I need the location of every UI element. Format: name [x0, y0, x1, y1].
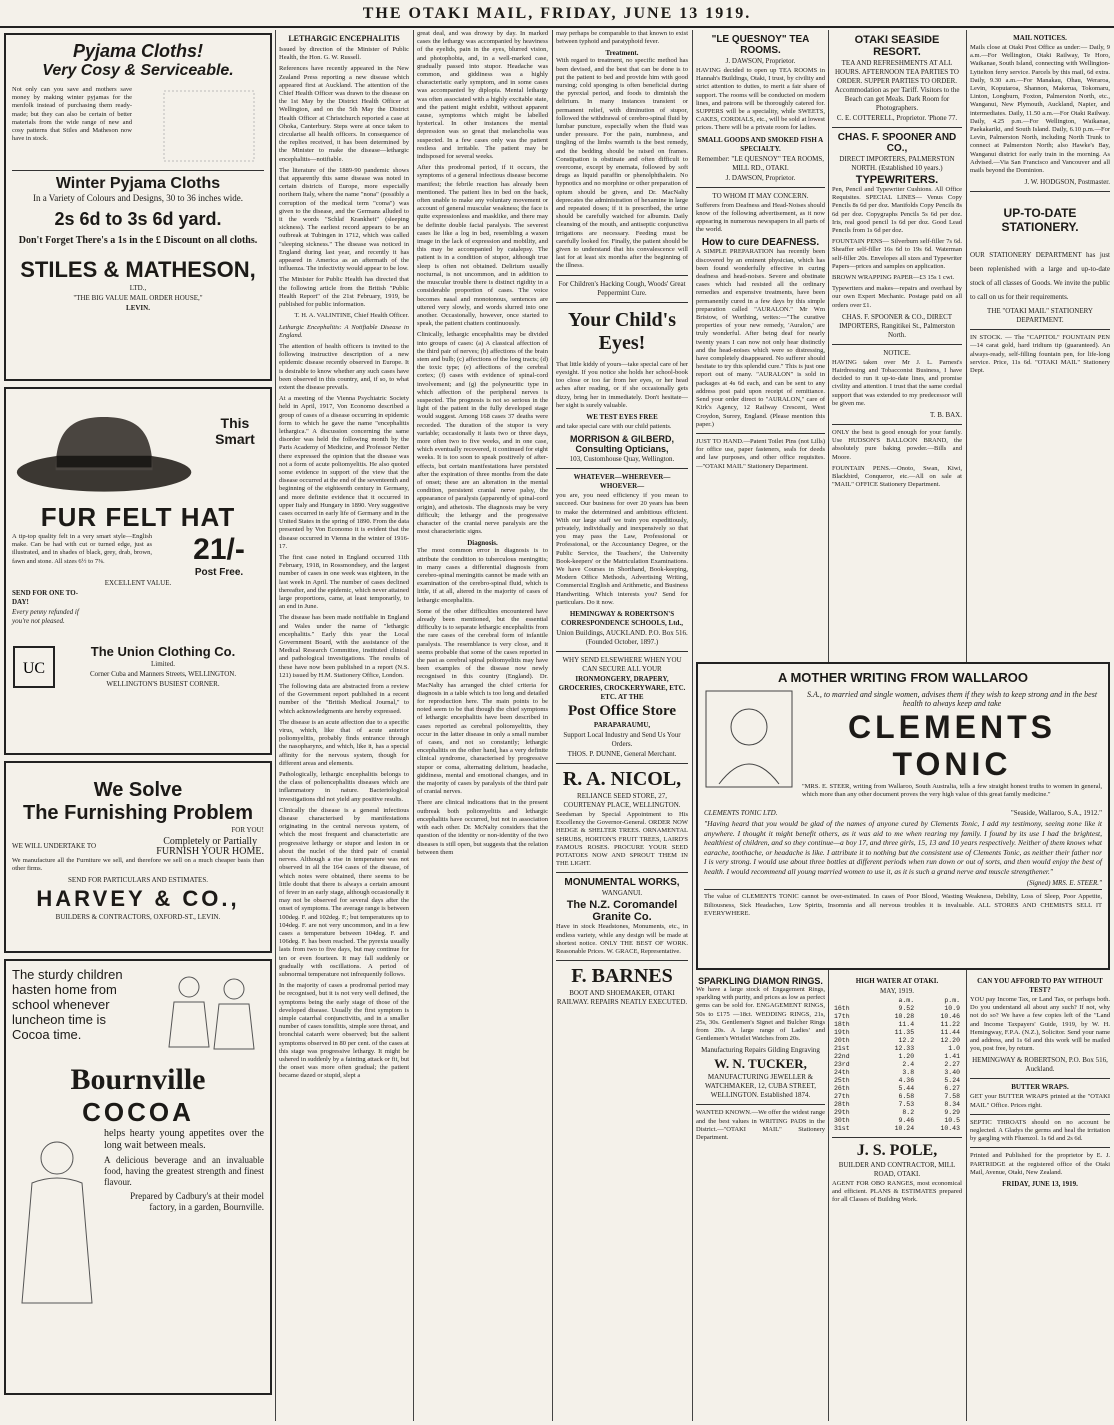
pole-name: J. S. POLE, — [856, 1142, 938, 1159]
article-paragraph: may perhaps be comparable to that known to exist between typhoid and paratyphoid fever. — [556, 30, 688, 46]
quesnoy-signature: J. DAWSON, Proprietor. — [725, 173, 796, 182]
clements-letter: "Having heard that you would be glad of the names of anyone cured by Clements Tonic, I add my testimony, seeing none like it anywhere. I thought it might benefit others, as it was aid to me when rearing my family. I found by its use I had the brightest, healthiest of children, and so they continue—a boy 17, and three girls, 15, 13 and 10 years respectively. Neither of them knows what earache, toothache, or headache is like. I attribute it to nothing but the consistent use of Clements Tonic, as neither their father nor I is very strong. I would use about three bottles at different periods when run down or out of sorts, and then would enjoy the best of health. I would recommend all young married women to use it, as it is such a grand nerve and muscle strengthener." — [704, 819, 1102, 876]
union-text — [62, 644, 264, 690]
tide-row — [832, 1013, 962, 1021]
article-paragraph: The following data are abstracted from a review of the Government report published in a recent number of the "British Medical Journal," to which acknowledgments are hereby expressed. — [279, 683, 409, 715]
septic-notice: SEPTIC THROATS should on no account be neglected. A Gladys the germs and heal the irritation by gargling with Fluenzol. 1s 6d and 2s 6d. — [970, 1118, 1110, 1143]
tide-row — [832, 1117, 962, 1125]
tide-am: 9.52 — [898, 1005, 915, 1012]
bourn-intro: The sturdy children hasten home from school whenever luncheon time is Cocoa time. — [12, 967, 123, 1042]
solve-undertake-block — [156, 836, 264, 857]
diamond-rings-block — [696, 976, 825, 1421]
barnes-sub: BOOT AND SHOEMAKER, OTAKI RAILWAY. REPAIRS NEATLY EXECUTED. — [556, 989, 688, 1007]
bourn-delicious: A delicious beverage and an invaluable food, having the greatest strength and finest flavour. — [104, 1155, 264, 1187]
solve-furnish: FURNISH YOUR HOME. — [156, 846, 264, 857]
article-paragraph: References have recently appeared in the New Zealand Press reporting a new disease which appeared first at Auckland. The attention of the Chief Health Officer was drawn to the disease on the 1st May by the District Health Officer at Wellington, and on the 5th May the District Health Officer at Christchurch reported a case at Ohoka, Canterbury. Steps were at once taken to circularise all health officers. In consequence of the replies received, it has been determined by the Minister to make the disease—lethargic encephalitis—notifiable. — [279, 65, 409, 163]
clements-place: "Seaside, Wallaroo, S.A., 1912." — [1010, 809, 1102, 818]
tide-pm-header: p.m. — [944, 997, 960, 1004]
imprint-date: FRIDAY, JUNE 13, 1919. — [1002, 1180, 1078, 1189]
column-article-2 — [417, 30, 548, 1421]
clements-brand: CLEMENTS TONIC — [848, 709, 1056, 782]
mrs-steer-portrait-icon — [704, 689, 794, 789]
article-signature: T. H. A. VALINTINE, Chief Health Officer. — [294, 312, 409, 320]
diamond-body: We have a large stock of Engagement Rings, sparkling with purity, and prices as low as perfect gems can be sold for. ENGAGEMENT RINGS, 50s to £175 —18ct. WEDDING RINGS, 21s, 25s, 30s. Gentlemen's Signet and Bulcher Rings from 20s. A large range of Ladies' and Gentlemen's Wristlet Watches from 20s. — [696, 986, 825, 1043]
quesnoy-title: "LE QUESNOY" TEA ROOMS. — [711, 34, 810, 56]
tide-date: 24th — [834, 1069, 850, 1076]
pyjama-title: Pyjama Cloths! — [72, 41, 204, 61]
hat-price-block — [174, 533, 264, 578]
bourn-cocoa: COCOA — [82, 1097, 194, 1127]
column-rule — [692, 30, 693, 1421]
divider — [556, 275, 688, 276]
union-logo-icon — [12, 645, 56, 689]
divider — [556, 960, 688, 961]
hat-this: This — [220, 415, 250, 431]
hat-price: 21/- — [193, 533, 245, 566]
tucker-sub: MANUFACTURING JEWELLER & WATCHMAKER, 12, CUBA STREET, WELLINGTON. Established 1874. — [704, 1073, 817, 1100]
tide-row — [832, 1029, 962, 1037]
svg-text:UC: UC — [22, 660, 46, 677]
tide-pm: 11.22 — [940, 1021, 960, 1028]
nicol-sub: RELIANCE SEED STORE, 27, COURTENAY PLACE, WELLINGTON. — [563, 791, 681, 809]
column-mixed-3 — [832, 30, 962, 657]
barnes-name: F. BARNES — [571, 965, 673, 988]
spooner-sub: DIRECT IMPORTERS, PALMERSTON NORTH. (Established 10 years.) — [839, 155, 955, 172]
tide-row — [832, 1005, 962, 1013]
deafness-body: A SIMPLE PREPARATION has recently been discovered by an eminent physician, which has been found wonderfully effective in curing deafness and head-noises. Severe and obstinate cases which had resisted all the ordinary remedies and expensive treatments, have been permanently cured in a few days by this simple preparation called "AURALON." Mr Wm Bristow, of Worthing, writes:—"The curative properties of your new remedy, 'Auralon,' are truly wonderful. After being deaf for nearly twenty years I can now not only hear distinctly and the head-noises which were so distressing, have completely disappeared. No sufferer should hesitate to try this splendid cure." This is just one report out of many. "AURALON" is sold in packages at 4s 6d each, and can be sent to any address post paid upon receipt of remittance. Send your order direct to "AURALON," care of Kirk's Agency, 12 Railway Crescent, West Croydon, Surrey, England. (Please mention this paper.) — [696, 248, 825, 428]
tide-row — [832, 1037, 962, 1045]
solve-send: SEND FOR PARTICULARS AND ESTIMATES. — [68, 876, 208, 885]
bournville-cocoa-ad — [4, 959, 272, 1395]
stiles-ltd: LTD., — [129, 284, 147, 292]
divider — [970, 1147, 1110, 1148]
article-paragraph: The disease has been made notifiable in England and Wales under the name of "lethargic encephalitis." Early this year the Local Government Board, with the assistance of the Medical Research Committee, instituted clinical and pathological investigations. The results of these have now been published in a report (N.S. 121) issued by H.M. Stationery Office, London. — [279, 614, 409, 679]
tide-date: 23rd — [834, 1061, 850, 1068]
column-mixed-2 — [696, 30, 825, 657]
bourn-body: helps hearty young appetites over the long wait between meals. — [104, 1128, 264, 1151]
woman-illustration-icon — [12, 1128, 102, 1308]
tide-am: 3.8 — [902, 1069, 915, 1076]
article-paragraph: Clinically, lethargic encephalitis may be divided into groups of cases: (a) A classical affection of the third pair of nerves; (b) affections of the brain stem and bulb; (c) affections of the long tracts; (d) the toxic type; (e) affections of the cerebral cortex; (f) cases with evidence of spinal-cord involvement; and (g) the polyneuritic type in which affection of the peripheral nerves is suspected. The prognosis is not so serious in the light of the patient in the fully developed stage would suggest. Among 168 cases 37 deaths were recorded. The duration of the stupor is very variable; occasionally it lasts two or three days, more often two to five weeks, and in one case, which eventually recovered, it continued for eight weeks. It is too soon to speak positively of after-effects, but certain manifestations have persisted after the expiration of three months from the date of onset; these are an alteration in the mental condition, persistent cranial nerve palsy, the appearance of paralysis (apparently of spinal-cord origin), and athetosis. The diagnosis may be very difficult; the lethargy and the progressive character of the cranial nerve paralysis are the most characteristic signs. — [417, 331, 548, 536]
butter-body: GET your BUTTER WRAPS printed at the "OTAKI MAIL" Office. Prices right. — [970, 1093, 1110, 1109]
article-paragraph: The first case noted in England occurred 11th February, 1918, in Rossmondsey, and the largest number of cases in one week was eighteen, in the last week in April. The number of cases declined thereafter, and the epidemic, which never attained large proportions, came, at least temporarily, to an end in June. — [279, 553, 409, 611]
article-paragraph: The most common error in diagnosis is to attribute the condition to tuberculous meningitis; in many cases a differential diagnosis from cerebro-spinal meningitis cannot be made with an examination of the cerebro-spinal fluid, which is little, if at all, altered in the majority of cases of lethargic encephalitis. — [417, 547, 548, 604]
pyjama-price: 2s 6d to 3s 6d yard. — [54, 209, 222, 229]
concern-title: TO WHOM IT MAY CONCERN. — [712, 191, 809, 200]
divider — [832, 1137, 962, 1138]
article-paragraph: After this prodromal period, if it occurs, the symptoms of a general infectious disease become manifest; the febrile reaction has already been mentioned. The patient lies in bed on the back, often unable to make any voluntary movement or account of general muscular weakness; the face is quite expressionless and masklike, and there may be definite double facial paralysis. The severest cases lie like a log in bed, resembling a waxen image in the lack of expression and mobility, and this may be accompanied by catalepsy. The patient is in a condition of stupor, although true sleep is often not obtained. Delirium usually nocturnal, is not uncommon, and in addition to the muscular trouble there is distinct rigidity in a considerable proportion of cases. The voice becomes nasal and monotonous, sentences are uttered very slowly, and words slurred into one another. Occasionally, however, once started to speak, the patient chatters continuously. — [417, 164, 548, 328]
mail-signature: J. W. HODGSON, Postmaster. — [1024, 178, 1110, 187]
tide-pm: 8.34 — [944, 1101, 960, 1108]
divider — [832, 127, 962, 128]
quesnoy-proprietor: J. DAWSON, Proprietor. — [725, 57, 796, 65]
tide-am: 4.36 — [898, 1077, 915, 1084]
solve-body: We manufacture all the Furniture we sell, and therefore we sell on a much cheaper basis than other firms. — [12, 857, 264, 873]
tide-am: 11.35 — [894, 1029, 915, 1036]
tide-date: 29th — [834, 1109, 850, 1116]
tide-am: 10.28 — [894, 1013, 915, 1020]
tide-pm: 10.46 — [940, 1013, 960, 1020]
why-list: IRONMONGERY, DRAPERY, GROCERIES, CROCKERYWARE, ETC. ETC. AT THE — [558, 674, 686, 701]
post-office-owner: THOS. P. DUNNE, General Merchant. — [567, 749, 677, 758]
nicol-body: Seedsman by Special Appointment to His Excellency the Governor-General. ORDER NOW HEDGE & SHELTER TREES. ORNAMENTAL SHRUBS, HORTON'S FRUIT TREES, LAIRD'S FAMOUS ROSES. PROCURE YOUR SEED POTATOES NOW AND SPROUT THEM IN THE LIGHT. — [556, 810, 688, 868]
monument-company: The N.Z. Coromandel Granite Co. — [566, 899, 678, 924]
tide-row — [832, 1125, 962, 1133]
clements-company: CLEMENTS TONIC LTD. — [704, 809, 778, 818]
quesnoy-remember: Remember: "LE QUESNOY" TEA ROOMS, MILL RD., OTAKI. — [696, 154, 825, 172]
post-office-town: PARAPARAUMU, — [593, 720, 651, 729]
pyjama-illustration-icon — [154, 86, 264, 166]
morrison-name: MORRISON & GILBERD, Consulting Opticians, — [569, 434, 674, 455]
hemingway-name: HEMINGWAY & ROBERTSON'S CORRESPONDENCE SCHOOLS, Ltd., — [561, 609, 683, 627]
tide-header-row — [832, 997, 962, 1005]
stationery-signature: THE "OTAKI MAIL" STATIONERY DEPARTMENT. — [987, 307, 1093, 325]
hemingway-address: Union Buildings, AUCKLAND. P.O. Box 516. (Founded October, 1897.) — [556, 628, 688, 646]
tide-date: 25th — [834, 1077, 850, 1084]
fur-felt-hat-icon — [12, 401, 206, 496]
notice-title: NOTICE. — [883, 348, 911, 357]
tide-pm: 1.41 — [944, 1053, 960, 1060]
tide-title: HIGH WATER AT OTAKI. — [855, 977, 939, 985]
diagnosis-heading: Diagnosis. — [467, 539, 498, 548]
stationery-title: UP-TO-DATE STATIONERY. — [1001, 206, 1079, 235]
diamond-services: Manufacturing Repairs Gilding Engraving — [701, 1046, 820, 1055]
divider — [556, 468, 688, 469]
resort-body: TEA AND REFRESHMENTS AT ALL HOURS. AFTERNOON TEA PARTIES TO ORDER. SUPPER PARTIES TO ORDER. Accommodation as per Tariff. Visitors to the Beach can get Meals. Dark Room for Photographers. — [834, 59, 960, 112]
tide-pm: 9.29 — [944, 1109, 960, 1116]
tide-am: 7.53 — [898, 1101, 915, 1108]
tide-pm: 6.27 — [944, 1085, 960, 1092]
spooner-signature: CHAS. F. SPOONER & CO., DIRECT IMPORTERS, Rangitikei St., Palmerston North. — [839, 312, 955, 339]
post-office-title: Post Office Store — [567, 702, 677, 719]
solve-for-you: FOR YOU! — [231, 826, 264, 834]
tide-pm: 10.5 — [944, 1117, 960, 1124]
tide-am: 10.24 — [894, 1125, 915, 1132]
deafness-title: How to cure DEAFNESS. — [701, 237, 820, 249]
column-article-1 — [279, 30, 409, 1421]
whatever-body: you are, you need efficiency if you mean to succeed. Our business for over 20 years has been to make the determined and ambitious efficient. With our large staff we train you expeditiously, privately, individually and inexpensively so that you may pass the Law, Professional or Professional, or the Accountancy Degree, or the Public Service, the Teachers', the University Book-keepers' or the Matriculation Examinations. We have Courses in Shorthand, Book-keeping, Modern Office Methods, Advertising Writing, Commercial English and Arithmetic, and Business Handwriting. Which interests you? Send for particulars. Do it now. — [556, 492, 688, 606]
tide-row — [832, 1021, 962, 1029]
harvey-name: HARVEY & CO., — [36, 886, 240, 912]
winter-title: Winter Pyjama Cloths — [55, 175, 221, 192]
fur-felt-hat-ad — [4, 387, 272, 755]
divider — [970, 1114, 1110, 1115]
column-rule — [275, 30, 276, 1421]
tide-pm: 10.43 — [940, 1125, 960, 1132]
tide-pm: 11.44 — [940, 1029, 960, 1036]
tide-am: 12.2 — [898, 1037, 915, 1044]
clements-signed: (Signed) MRS. E. STEER." — [1026, 879, 1102, 888]
mail-notices-title: MAIL NOTICES. — [1013, 34, 1067, 42]
clements-tonic-ad — [696, 662, 1110, 970]
stiles-matheson-ad — [4, 33, 272, 381]
tide-pm: 7.58 — [944, 1093, 960, 1100]
article-paragraph: Issued by direction of the Minister of Public Health, the Hon. G. W. Russell. — [279, 46, 409, 62]
resort-signature: C. E. COTTERELL, Proprietor. 'Phone 77. — [836, 114, 958, 122]
bourn-title: Bournville — [70, 1063, 206, 1096]
monument-title: MONUMENTAL WORKS, — [564, 877, 680, 889]
tide-am: 11.4 — [898, 1021, 915, 1028]
tide-am: 9.46 — [898, 1117, 915, 1124]
clements-headline: A MOTHER WRITING FROM WALLAROO — [777, 670, 1029, 685]
hat-send: SEND FOR ONE TO-DAY! — [12, 589, 79, 606]
stiles-firm-name: STILES & MATHESON, — [20, 257, 256, 282]
notice-body: HAVING taken over Mr J. L. Parnest's Hairdressing and Tobacconist Business, I have decided to run it up-to-date lines, and promise civility and attention. I trust that the same cordial support that was extended to my predecessor will be given me. — [832, 358, 962, 407]
solve-undertake-row — [12, 836, 264, 857]
tide-pm: 5.24 — [944, 1077, 960, 1084]
solve-line-2: The Furnishing Problem — [22, 802, 253, 824]
union-address: Corner Cuba and Manners Streets, WELLINGTON. — [89, 670, 237, 678]
solve-line-1: We Solve — [93, 779, 183, 801]
hat-slogan — [206, 395, 264, 502]
mail-notices-body: Mails close at Otaki Post Office as under:— Daily, 9 a.m.—For Wellington, Otaki Railway, Te Horo, Waikanae, South Island, connecting with Wellington-Lyttelton ferry service. Parcels by this mail, 6d extra. Daily, 9.30 a.m.—For Manakau, Ohau, Weraroa, Levin, Koputaroa, Shannon, Makerua, Tokomaru, Linton, Longburn, Foxton, Palmerston North, etc., Wanganui, New Plymouth, Auckland, Napier, and intermediates. Daily, 11.50 a.m.—For Otaki Railway. Daily, 4.25 p.m.—For Wellington, Waikanae, Paekakariki, and South Island. Daily, 6.10 p.m.—For Levin, Palmerston North, including North Trunk to connect at Palmerston North; also Hawke's Bay, Wanganui district for early train in the morning. As Advised.—Via San Francisco and Vancouver and all mails beyond the Dominion. — [970, 44, 1110, 175]
fountain-pens-list: FOUNTAIN PENS— Silverburn self-filler 7s 6d. Sheaffer self-filler 16s 6d to 19s 6d. Waterman self-filler 20s. Envelopes all sizes and Typewriter Papers—prices and samples on application. — [832, 238, 962, 270]
tax-body: YOU pay Income Tax, or Land Tax, or perhaps both. Do you understand all about any such? If not, why not do so? We have a few copies left of the "Land and Income Taxpayers' Guide, 1919, by W. H. Hemingway, F.P.A. (N.Z.), Solicitor. Send your name and address, and 1s 6d and this work will be mailed you, post free, by return. — [970, 996, 1110, 1053]
tide-table — [832, 997, 962, 1133]
divider — [556, 872, 688, 873]
article-paragraph: The Minister for Public Health has directed that the following article from the British "Public Health Report" of the 21st February, 1919, be published for public information. — [279, 276, 409, 309]
hat-detail-row — [12, 533, 264, 578]
why-line: WHY SEND ELSEWHERE WHEN YOU CAN SECURE ALL YOUR — [562, 655, 682, 673]
clements-top-row — [704, 689, 1102, 802]
tide-date: 27th — [834, 1093, 850, 1100]
concern-body: Sufferers from Deafness and Head-Noises should know of the following advertisement, as it now appearing in numerous newspapers in all parts of the world. — [696, 201, 825, 234]
article-paragraph: great deal, and was drowsy by day. In marked cases the lethargy was accompanied by heaviness of the eyelids, pain in the eyes, blurred vision, and photophobia, and, in a well-marked case, gradually passed into stupor. Headache was common, and giddiness was a highly characteristic early symptom, and in some cases was accompanied by diplopia. Mental lethargy was often associated with a highly excitable state, and the patient might exhibit, without apparent cause, symptoms which might be labelled hysterical. In other instances the mental depression was so great that melancholia was suspected. In a few cases only was the patient restless and irritable. The patient may be indisposed for several weeks. — [417, 30, 548, 161]
tax-signature: HEMINGWAY & ROBERTSON, P.O. Box 516, Auckland. — [972, 1056, 1108, 1074]
tide-am: 1.20 — [898, 1053, 915, 1060]
resort-title: OTAKI SEASIDE RESORT. — [854, 34, 940, 58]
divider — [696, 187, 825, 188]
whatever-title: WHATEVER—WHEREVER—WHOEVER— — [573, 473, 671, 491]
fountain-pens-notice: FOUNTAIN PENS.—Onoto, Swan, Kiwi, Blackbird, Conqueror, etc.—All on sale at "MAIL" OFFICE Stationery Department. — [832, 464, 962, 489]
pole-sub: BUILDER AND CONTRACTOR, MILL ROAD, OTAKI. — [838, 1161, 956, 1178]
divider — [970, 1078, 1110, 1079]
tide-row — [832, 1053, 962, 1061]
column-rule — [552, 30, 553, 1421]
stiles-town: LEVIN. — [126, 304, 150, 312]
typewriters-body: Pen, Pencil and Typewriter Cushions. All Office Requisites. SPECIAL LINES— Venus Copy Pencils 8s 6d per doz. Manifolds Copy Pencils 8s 6d per doz. Copygraphs Pencils 5s 6d per doz. Iris, real good pencil 1s 6d per doz. Good Lead Pencils from 1s 6d per doz. — [832, 186, 962, 235]
tide-am: 2.4 — [902, 1061, 915, 1068]
masthead: THE OTAKI MAIL, FRIDAY, JUNE 13 1919. — [0, 2, 1114, 28]
diamond-title: SPARKLING DIAMON RINGS. — [698, 976, 823, 986]
article-paragraph: With regard to treatment, no specific method has been devised, and the best that can be done is to put the patient to bed and provide him with good nursing; cold sponging is often beneficial during the pyrexial period, and foods to diminish the delirium. In many instances transient or permanent relief, with diminution of stupor, followed the withdrawal of cerebro-spinal fluid by lumbar puncture, especially when the fluid was under pressure. For the pain, numbness, and tingling of the limbs warmth is the best remedy, and the bedding should be raised on frames. Constipation is obstinate and often difficult to overcome, except by enemata, followed by soft drugs as liquid paraffin or phenolphthalein. No hypnotics and no morphine or other preparation of opium should be given, and Dr. MacNalty deprecates the administration of hexamine in large and repeated doses; if it is prescribed, the urine should be carefully watched for albumin. Daily cleansing of the mouth, and antiseptic conjunctiva irrigations are necessary. Feeding must be carefully looked for. Finally, the patient should be given to understand that his convalescence will last for at least six months after the beginning of the illness. — [556, 57, 688, 270]
pole-body: AGENT FOR OBO RANGES, most economical and efficient. PLANS & ESTIMATES prepared for all Classes of Building Work. — [832, 1180, 962, 1204]
hudson-notice: ONLY the best is good enough for your family. Use HUDSON'S BALLOON BRAND, the absolutely pure baking powder.—Bills and Moore. — [832, 429, 962, 461]
clements-footer: The value of CLEMENTS TONIC cannot be over-estimated. In cases of Poor Blood, Wasting Weakness, Debility, Loss of Sleep, Poor Appetite, Biliousness, Sick Headaches, Low Spirits, Insomnia and all nervous troubles it is invaluable. ALL STORES AND CHEMISTS SELL IT EVERYWHERE. — [704, 889, 1102, 918]
clements-lead: "MRS. E. STEER, writing from Wallaroo, South Australia, tells a few straight honest truths to women in general, which more than any other document proves the very high value of this great family medicine." — [802, 783, 1102, 799]
tide-am-header: a.m. — [898, 997, 915, 1004]
union-tag: WELLINGTON'S BUSIEST CORNER. — [106, 680, 220, 688]
post-office-support: Support Local Industry and Send Us Your Orders. — [563, 730, 681, 748]
tide-date: 26th — [834, 1085, 850, 1092]
nicol-name: R. A. NICOL, — [562, 767, 682, 790]
tide-date: 21st — [834, 1045, 850, 1052]
tide-date: 18th — [834, 1021, 850, 1028]
divider — [12, 170, 264, 171]
divider — [696, 433, 825, 434]
hat-refund: Every penny refunded if you're not pleased. — [12, 608, 79, 625]
hat-title: FUR FELT HAT — [40, 502, 236, 532]
tide-row — [832, 1061, 962, 1069]
tide-row — [832, 1101, 962, 1109]
monument-body: Have in stock Headstones, Monuments, etc., in endless variety, while any design will be made at shortest notice. ONLY THE BEST OF WORK. Reasonable Prices. W. GRACE, Representative. — [556, 923, 688, 955]
divider — [556, 651, 688, 652]
spooner-name: CHAS. F. SPOONER AND CO., — [837, 132, 957, 154]
harvey-sub: BUILDERS & CONTRACTORS, OXFORD-ST., LEVIN. — [55, 913, 221, 922]
tide-pm: 1.0 — [948, 1045, 960, 1052]
quesnoy-body: HAVING decided to open up TEA ROOMS in Hannah's Buildings, Otaki, I trust, by civility and strict attention to duties, to merit a fair share of support. The rooms will be conducted on modern lines, and patrons will be thoroughly catered for. SUPPERS will be a speciality, while SWEETS, CAKES, CORDIALS, etc., will be sold at lowest prices. There will be a private room for ladies. — [696, 67, 825, 132]
article-paragraph: There are clinical indications that in the present outbreak both poliomyelitis and lethargic encephalitis have occurred, but not in association with each other. Dr. McNalty considers that the question of the identity or non-identity of the two diseases is still open, but suggests that the relation between them — [417, 799, 548, 856]
butter-title: BUTTER WRAPS. — [1011, 1083, 1069, 1092]
divider — [970, 191, 1110, 192]
tide-pm: 12.20 — [940, 1037, 960, 1044]
union-ltd: Limited. — [151, 660, 175, 668]
high-water-block — [832, 976, 962, 1421]
cough-notice: For Children's Hacking Cough, Woods' Great Peppermint Cure. — [558, 279, 686, 297]
article-subhead: Lethargic Encephalitis: A Notifiable Disease in England. — [279, 323, 409, 339]
divider — [970, 329, 1110, 330]
tide-row — [832, 1069, 962, 1077]
tax-title: CAN YOU AFFORD TO PAY WITHOUT TEST? — [977, 977, 1103, 994]
divider — [832, 424, 962, 425]
tide-row — [832, 1085, 962, 1093]
clements-letter-head — [704, 808, 1102, 819]
union-row — [12, 644, 264, 690]
harvey-furnishing-ad — [4, 761, 272, 953]
brown-paper-body: Typewriters and makes—repairs and overhaul by our own Expert Mechanic. Postage paid on all orders over £1. — [832, 285, 962, 309]
tide-pm: 10.9 — [944, 1005, 960, 1012]
treatment-heading: Treatment. — [605, 49, 639, 58]
eyes-care: and take special care with our child patients. — [556, 422, 672, 430]
winter-subtitle: In a Variety of Colours and Designs, 30 to 36 inches wide. — [32, 193, 244, 203]
notice-signature: T. B. BAX. — [930, 411, 962, 420]
column-notices — [970, 30, 1110, 657]
divider — [696, 1104, 825, 1105]
divider — [556, 302, 688, 303]
pyjama-body: Not only can you save and mothers save money by making winter pyjamas for the menfolk instead of purchasing them ready-made; but they can also be certain of better materials from the wide range of new and cosy patterns that Stiles and Matheson now have in stock. — [12, 86, 132, 143]
tide-row — [832, 1077, 962, 1085]
column-ads-left — [4, 30, 272, 1421]
article-paragraph: Pathologically, lethargic encephalitis belongs to the class of poliencephalitis diseases which are inflammatory in nature. Bacteriological investigations did not yield any positive results. — [279, 771, 409, 803]
hat-smart: Smart — [215, 431, 255, 447]
quesnoy-fish: SMALL GOODS AND SMOKED FISH A SPECIALTY. — [697, 135, 824, 153]
pyjama-body-row — [12, 86, 264, 166]
article-paragraph: Some of the other difficulties encountered have already been mentioned, but the essential difficulty is to separate lethargic encephalitis from the rare cases of the cerebral form of infantile paralysis. The resemblance is very close, and it seems probable that some of the cases reported in the past as cerebral spinal poliomyelitis may have been examples of the disease now newly recognised in this country (England). Dr. MacNalty has arranged the chief criteria for diagnosis in a table which is too long and detailed for reproduction here. The main points to be noted seem to be that though the chief symptoms of lethargic encephalitis have been described in cases reported as cerebral poliomyelitis, they occur in the latter disease in only a small number of cases, and not so constantly; lethargic encephalitis on the other hand, has a very definite clinical syndrome, characterised by progressive stupor or coma, alternating delirium, headache, giddiness, mental and emotional changes, and in the majority of cases by paralysis of the third pair of cranial nerves. — [417, 607, 548, 796]
stationery-body: OUR STATIONERY DEPARTMENT has just been replenished with a large and up-to-date stock of all classes of Goods. We invite the public to call on us for their requirements. — [970, 251, 1110, 302]
tide-date: 30th — [834, 1117, 850, 1124]
tide-date: 20th — [834, 1037, 850, 1044]
tide-am: 8.2 — [902, 1109, 915, 1116]
eyes-title: Your Child's Eyes! — [567, 308, 676, 354]
monument-town: WANGANUI. — [601, 889, 643, 898]
tide-date: 31st — [834, 1125, 850, 1132]
clements-right — [802, 689, 1102, 802]
brown-paper: BROWN WRAPPING PAPER—£3 15s 1 cwt. — [832, 274, 955, 282]
article-paragraph: In the majority of cases a prodromal period may be recognised, but it is not very well defined, the symptoms being the early stage of those of the developed disease. Usually the first symptom is simple catarrhal conjunctivitis, and in a smaller number of cases tonsilitis, simple sore throat, and bronchial catarrh were observed; but the salient symptoms observed in 80 per cent. of the cases at this stage was progressive lethargy. It might be ushered in suddenly by a fainting attack or fit, but the onset was more often gradual; the patient became dazed or stupid, slept a — [279, 982, 409, 1080]
solve-will: WE WILL UNDERTAKE TO — [12, 842, 97, 850]
capitol-notice: IN STOCK. — The "CAPITOL" FOUNTAIN PEN—14 carat gold, hard iridium tip (guaranteed). An always-ready, self-filling fountain pen, for life-long service. Price, 11s 6d. "OTAKI MAIL" Stationery Dept. — [970, 334, 1110, 375]
tide-am: 5.44 — [898, 1085, 915, 1092]
column-mixed-1 — [556, 30, 688, 1421]
bourn-text — [104, 1128, 264, 1308]
hat-body: A tip-top quality felt in a very smart style—English make. Can be had with cut or turned edge, just as illustrated, and in shades of black, grey, drab, brown, fawn and stone. All sizes 6½ to 7⅜. — [12, 533, 152, 565]
tide-date: 19th — [834, 1029, 850, 1036]
wanted-known: WANTED KNOWN.—We offer the widest range and the best values in WRITING PADS in the District.—"OTAKI MAIL" Stationery Department. — [696, 1109, 825, 1142]
stiles-tagline: "THE BIG VALUE MAIL ORDER HOUSE," — [73, 294, 203, 302]
article-paragraph: The attention of health officers is invited to the following instructive description of a new epidemic disease recently observed in Europe. It is desirable to know whether any such cases have been observed in this country, and, if so, to what extent the disease prevails. — [279, 342, 409, 391]
tide-date: 17th — [834, 1013, 850, 1020]
article-paragraph: At a meeting of the Vienna Psychiatric Society held in April, 1917, Von Economo described a group of cases of a disease occurring in epidemic form to which he gave the name "encephalitis lethargica." A discussion concerning the same disorder was held the following month by the Paris Academy of Medicine, and Professor Netter there expressed the opinion that the disease was not a form of acute poliomyelitis. He also quoted some evidence in support of the view that the disease occurred at the end of the seventeenth and beginning of the eighteenth century in Germany, and more definite evidence that it occurred in upper Italy and Hungary in 1890. Very suggestive cases occurred in early life of Germany and in the United States in the spring of 1890. From the data presented by Von Economo it is evident that the disease occurred in Vienna in the winter of 1916-17. — [279, 395, 409, 550]
article-paragraph: The literature of the 1889-90 pandemic shows that apparently this same disease was noted in certain districts of Europe, more especially northern Italy, where the name "nona" (possibly a corruption of the medical term "coma") was given to the disease, and the Germans alluded to it the words "Schlaf Krankheit" (sleeping sickness). The earliest record appears to be an outbreak at Tubingen in 1712, which was called "sleeping sickness." The disease was noticed in England during last year, and recently it has appeared in America as an aftermath of the influenza. The infectivity would appear to be low. — [279, 166, 409, 273]
tide-am: 12.33 — [894, 1045, 915, 1052]
typewriters-title: TYPEWRITERS. — [855, 174, 939, 186]
tide-date: 28th — [834, 1101, 850, 1108]
union-name: The Union Clothing Co. — [90, 644, 236, 659]
discount-note: Don't Forget There's a 1s in the £ Discount on all cloths. — [18, 235, 258, 246]
article-title: LETHARGIC ENCEPHALITIS — [288, 34, 400, 43]
column-rule — [413, 30, 414, 1421]
pyjama-subtitle: Very Cosy & Serviceable. — [42, 62, 234, 79]
article-paragraph: Clinically the disease is a general infectious disease characterised by manifestations originating in the central nervous system, of which the most frequent and characteristic are progressive lethargy or stupor and lesion in or about the nuclei of the third pair of cranial nerves. Although a rise in temperature was not observed in all the 164 cases of the disease, of which notes were obtained, there seems to be little doubt that there is always a certain amount of fever in an early stage, although occasionally it may not be observed for several days after the onset of symptoms. The average range is between 100deg. F. and 102deg. F.; but temperatures up to 104deg. F. are not very uncommon, and in a few cases a temperature between 104deg. F. and 106deg. F. has been reached. The pyrexia usually lasts from two to five days, but may continue for ten or even fourteen. It may fall suddenly or gradually with oscillations. A period of subnormal temperature not infrequently follows. — [279, 806, 409, 978]
eyes-test: WE TEST EYES FREE — [586, 412, 658, 421]
tucker-name: W. N. TUCKER, — [714, 1056, 807, 1072]
tide-pm: 2.27 — [944, 1061, 960, 1068]
tide-row — [832, 1109, 962, 1117]
morrison-address: 103, Customhouse Quay, Wellington. — [569, 455, 675, 464]
tax-block — [970, 976, 1110, 1421]
tide-date: 22nd — [834, 1053, 850, 1060]
tide-month: MAY, 1919. — [879, 987, 915, 995]
tide-row — [832, 1093, 962, 1101]
tide-row — [832, 1045, 962, 1053]
children-illustration-icon — [154, 967, 264, 1057]
solve-completely: Completely or Partially — [163, 836, 258, 847]
hat-top-row — [12, 395, 264, 502]
bourn-prepared: Prepared by Cadbury's at their model factory, in a garden, Bournville. — [130, 1191, 264, 1212]
eyes-body: That little kiddy of yours—take special care of her eyesight. If you notice she holds her school-book too close or too far from her eyes, or her head aches after reading, or if she occasionally gets dizzy, bring her in immediately. Don't hesitate—her sight is surely valuable. — [556, 360, 688, 409]
tide-am: 6.58 — [898, 1093, 915, 1100]
tide-date: 16th — [834, 1005, 850, 1012]
hat-value: EXCELLENT VALUE. — [104, 579, 172, 587]
divider — [832, 344, 962, 345]
tide-pm: 3.40 — [944, 1069, 960, 1076]
clements-intro: S.A., to married and single women, advises them if they wish to keep strong and in the best health to always keep and take — [806, 690, 1098, 708]
imprint: Printed and Published for the proprietor by E. J. PARTRIDGE at the registered office of the Otaki Mail, Avenue, Otaki, New Zealand. — [970, 1152, 1110, 1176]
divider — [556, 763, 688, 764]
article-paragraph: The disease is an acute affection due to a specific virus, which, like that of acute anterior poliomyelitis, probably finds entrance through the nasopharynx, and which, like it, has a special affinity for the nervous system, though for different areas and elements. — [279, 718, 409, 767]
bourn-body-row — [12, 1128, 264, 1308]
bourn-top-row — [12, 967, 264, 1057]
hat-post-free: Post Free. — [194, 567, 244, 578]
just-to-hand: JUST TO HAND.—Patent Toilet Pins (not Lills) for office use, paper fasteners, seals for deeds and law purposes, and other office requisites.—"OTAKI MAIL" Stationery Department. — [696, 437, 825, 470]
